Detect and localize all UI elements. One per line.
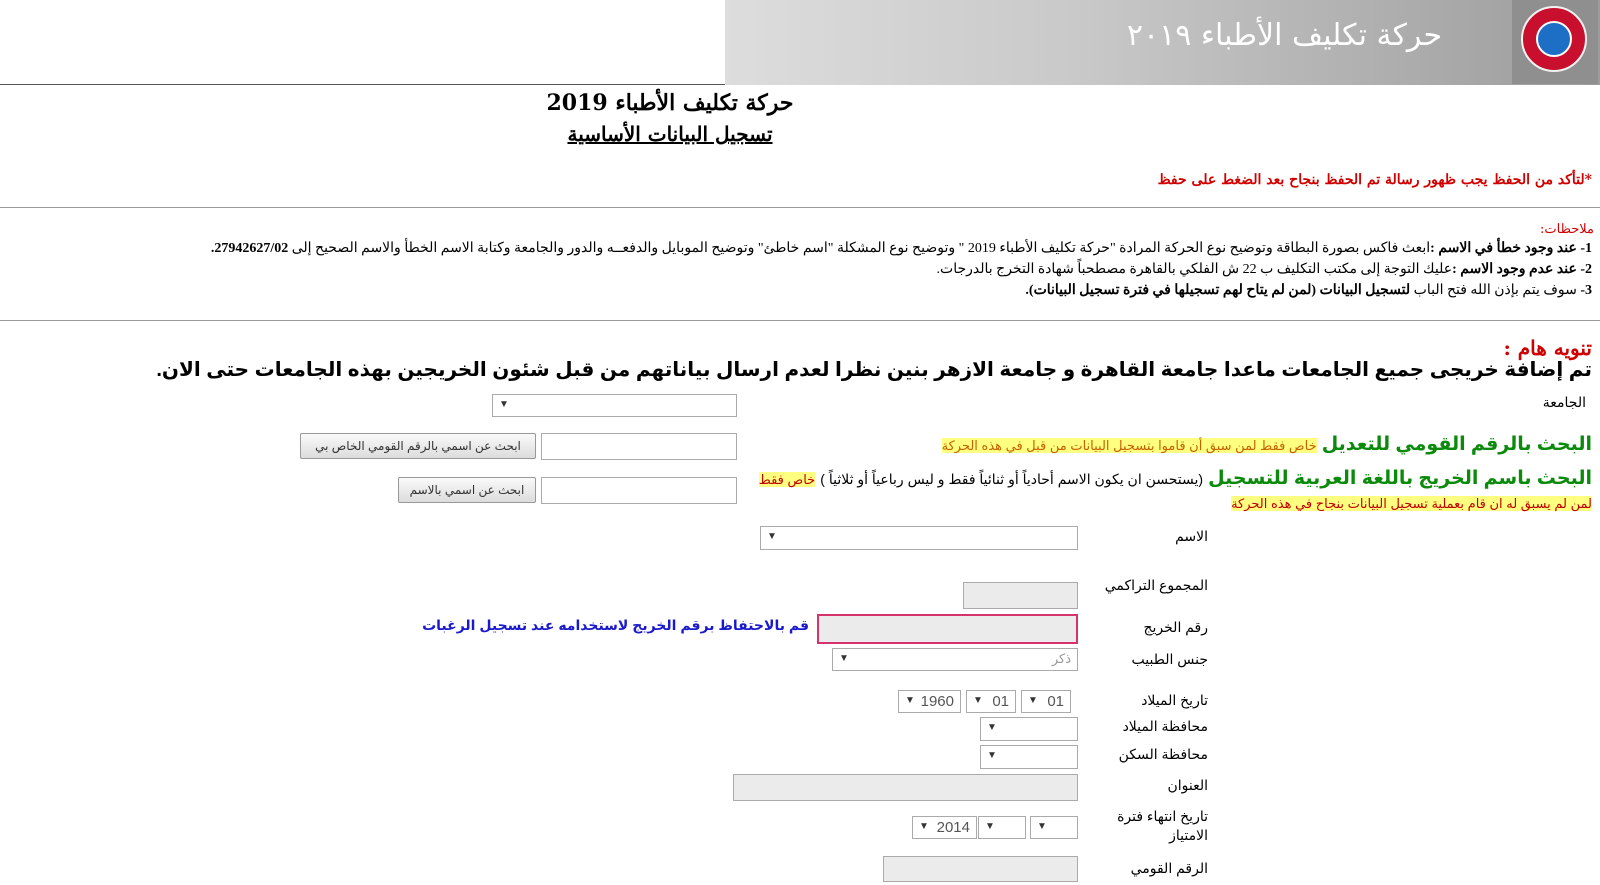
grad-number-field bbox=[817, 614, 1078, 644]
notice-title: تنويه هام : bbox=[1503, 336, 1592, 360]
grad-number-note: قم بالاحتفاظ برقم الخريج لاستخدامه عند تسجيل الرغبات bbox=[422, 617, 809, 633]
gender-select[interactable]: ▼ ذكر bbox=[832, 648, 1078, 671]
page-title: حركة تكليف الأطباء 2019 bbox=[546, 90, 794, 116]
university-label: الجامعة bbox=[1542, 394, 1586, 410]
birth-date-label: تاريخ الميلاد bbox=[1141, 692, 1208, 708]
address-label: العنوان bbox=[1167, 777, 1208, 793]
residence-gov-label: محافظة السكن bbox=[1118, 746, 1208, 762]
dropdown-arrow-icon: ▼ bbox=[919, 821, 929, 832]
national-id-search-input[interactable] bbox=[541, 433, 737, 460]
save-note: *لتأكد من الحفظ يجب ظهور رسالة تم الحفظ بنجاح بعد الضغط على حفظ bbox=[1157, 172, 1592, 188]
divider bbox=[0, 207, 1600, 208]
search-name-title: البحث باسم الخريج باللغة العربية للتسجيل bbox=[1208, 468, 1592, 489]
residence-gov-select[interactable] bbox=[980, 745, 1078, 769]
birth-year-select[interactable]: ▼ 1960 bbox=[898, 690, 961, 713]
gpa-label: المجموع التراكمي bbox=[1104, 577, 1208, 593]
dropdown-arrow-icon: ▼ bbox=[499, 399, 509, 410]
search-name-hint: (يستحسن ان يكون الاسم أحادياً أو ثنائياً فقط و ليس رباعياً أو ثلاثياً ) bbox=[820, 471, 1204, 487]
search-national-title: البحث بالرقم القومي للتعديل bbox=[1321, 434, 1592, 455]
dropdown-arrow-icon: ▼ bbox=[767, 531, 777, 542]
internship-day-select[interactable] bbox=[1030, 816, 1078, 839]
university-select[interactable] bbox=[492, 394, 737, 417]
header-left-panel bbox=[0, 0, 725, 85]
grad-number-label: رقم الخريج bbox=[1143, 619, 1208, 635]
search-name-row bbox=[759, 467, 1592, 490]
dropdown-arrow-icon: ▼ bbox=[985, 821, 995, 832]
search-national-row bbox=[942, 433, 1592, 456]
search-national-note: خاص فقط لمن سبق أن قاموا بتسجيل البيانات من قبل في هذه الحركة bbox=[941, 438, 1317, 453]
dropdown-arrow-icon: ▼ bbox=[973, 695, 983, 706]
internship-month-select[interactable] bbox=[978, 816, 1026, 839]
search-name-note-2: لمن لم يسبق له ان قام بعملية تسجيل البيانات بنجاح في هذه الحركة bbox=[1231, 496, 1592, 511]
dropdown-arrow-icon: ▼ bbox=[1028, 695, 1038, 706]
note-line-2: 2- عند عدم وجود الاسم :عليك التوجة إلى مكتب التكليف ب 22 ش الفلكي بالقاهرة مصطحباً شهادة التخرج بالدرجات. bbox=[936, 262, 1592, 277]
ministry-logo-emblem-icon bbox=[1536, 21, 1572, 57]
address-field bbox=[733, 774, 1078, 801]
name-label: الاسم bbox=[1175, 528, 1208, 544]
search-by-name-button[interactable]: ابحث عن اسمي بالاسم bbox=[398, 477, 536, 503]
national-id-label: الرقم القومي bbox=[1130, 860, 1208, 876]
dropdown-arrow-icon: ▼ bbox=[905, 695, 915, 706]
birth-month-select[interactable]: ▼ 01 bbox=[966, 690, 1016, 713]
internship-end-label-1: تاريخ انتهاء فترة bbox=[1117, 808, 1208, 824]
dropdown-arrow-icon: ▼ bbox=[987, 750, 997, 761]
birth-gov-label: محافظة الميلاد bbox=[1122, 718, 1208, 734]
note-line-3: 3- سوف يتم بإذن الله فتح الباب لتسجيل البيانات (لمن لم يتاح لهم تسجيلها في فترة تسجيل البيانات). bbox=[1025, 283, 1592, 298]
search-name-note-1: خاص فقط bbox=[758, 472, 816, 487]
birth-day-select[interactable]: ▼ 01 bbox=[1021, 690, 1071, 713]
dropdown-arrow-icon: ▼ bbox=[987, 722, 997, 733]
name-search-input[interactable] bbox=[541, 477, 737, 504]
internship-year-select[interactable]: ▼ 2014 bbox=[912, 816, 977, 839]
notes-title: ملاحظات: bbox=[1540, 222, 1594, 237]
search-by-national-id-button[interactable]: ابحث عن اسمي بالرقم القومي الخاص بي bbox=[300, 433, 536, 459]
gpa-field bbox=[963, 582, 1078, 609]
national-id-field bbox=[883, 856, 1078, 882]
dropdown-arrow-icon: ▼ bbox=[839, 653, 849, 664]
birth-gov-select[interactable] bbox=[980, 717, 1078, 741]
search-name-note-row bbox=[1231, 493, 1592, 512]
divider bbox=[0, 320, 1600, 321]
internship-end-label-2: الامتياز bbox=[1169, 827, 1208, 843]
page-subtitle: تسجيل البيانات الأساسية bbox=[567, 122, 773, 146]
name-select[interactable] bbox=[760, 526, 1078, 550]
note-line-1: 1- عند وجود خطأ في الاسم :ابعث فاكس بصورة البطاقة وتوضيح نوع الحركة المرادة "حركة تكليف الأطباء 2019 " وتوضيح نوع المشكلة "اسم خاطئ" وتوضيح الموبايل والدفعــه والدور والجامعة وكتابة الاسم الخطأ والاسم الصحيح إلى 27942627/02. bbox=[210, 241, 1592, 256]
header-title: حركة تكليف الأطباء ٢٠١٩ bbox=[1126, 18, 1442, 53]
gender-label: جنس الطبيب bbox=[1131, 651, 1208, 667]
notice-text: تم إضافة خريجى جميع الجامعات ماعدا جامعة القاهرة و جامعة الازهر بنين نظرا لعدم ارسال بياناتهم من قبل شئون الخريجين بهذه الجامعات حتى الان. bbox=[156, 359, 1592, 381]
dropdown-arrow-icon: ▼ bbox=[1037, 821, 1047, 832]
